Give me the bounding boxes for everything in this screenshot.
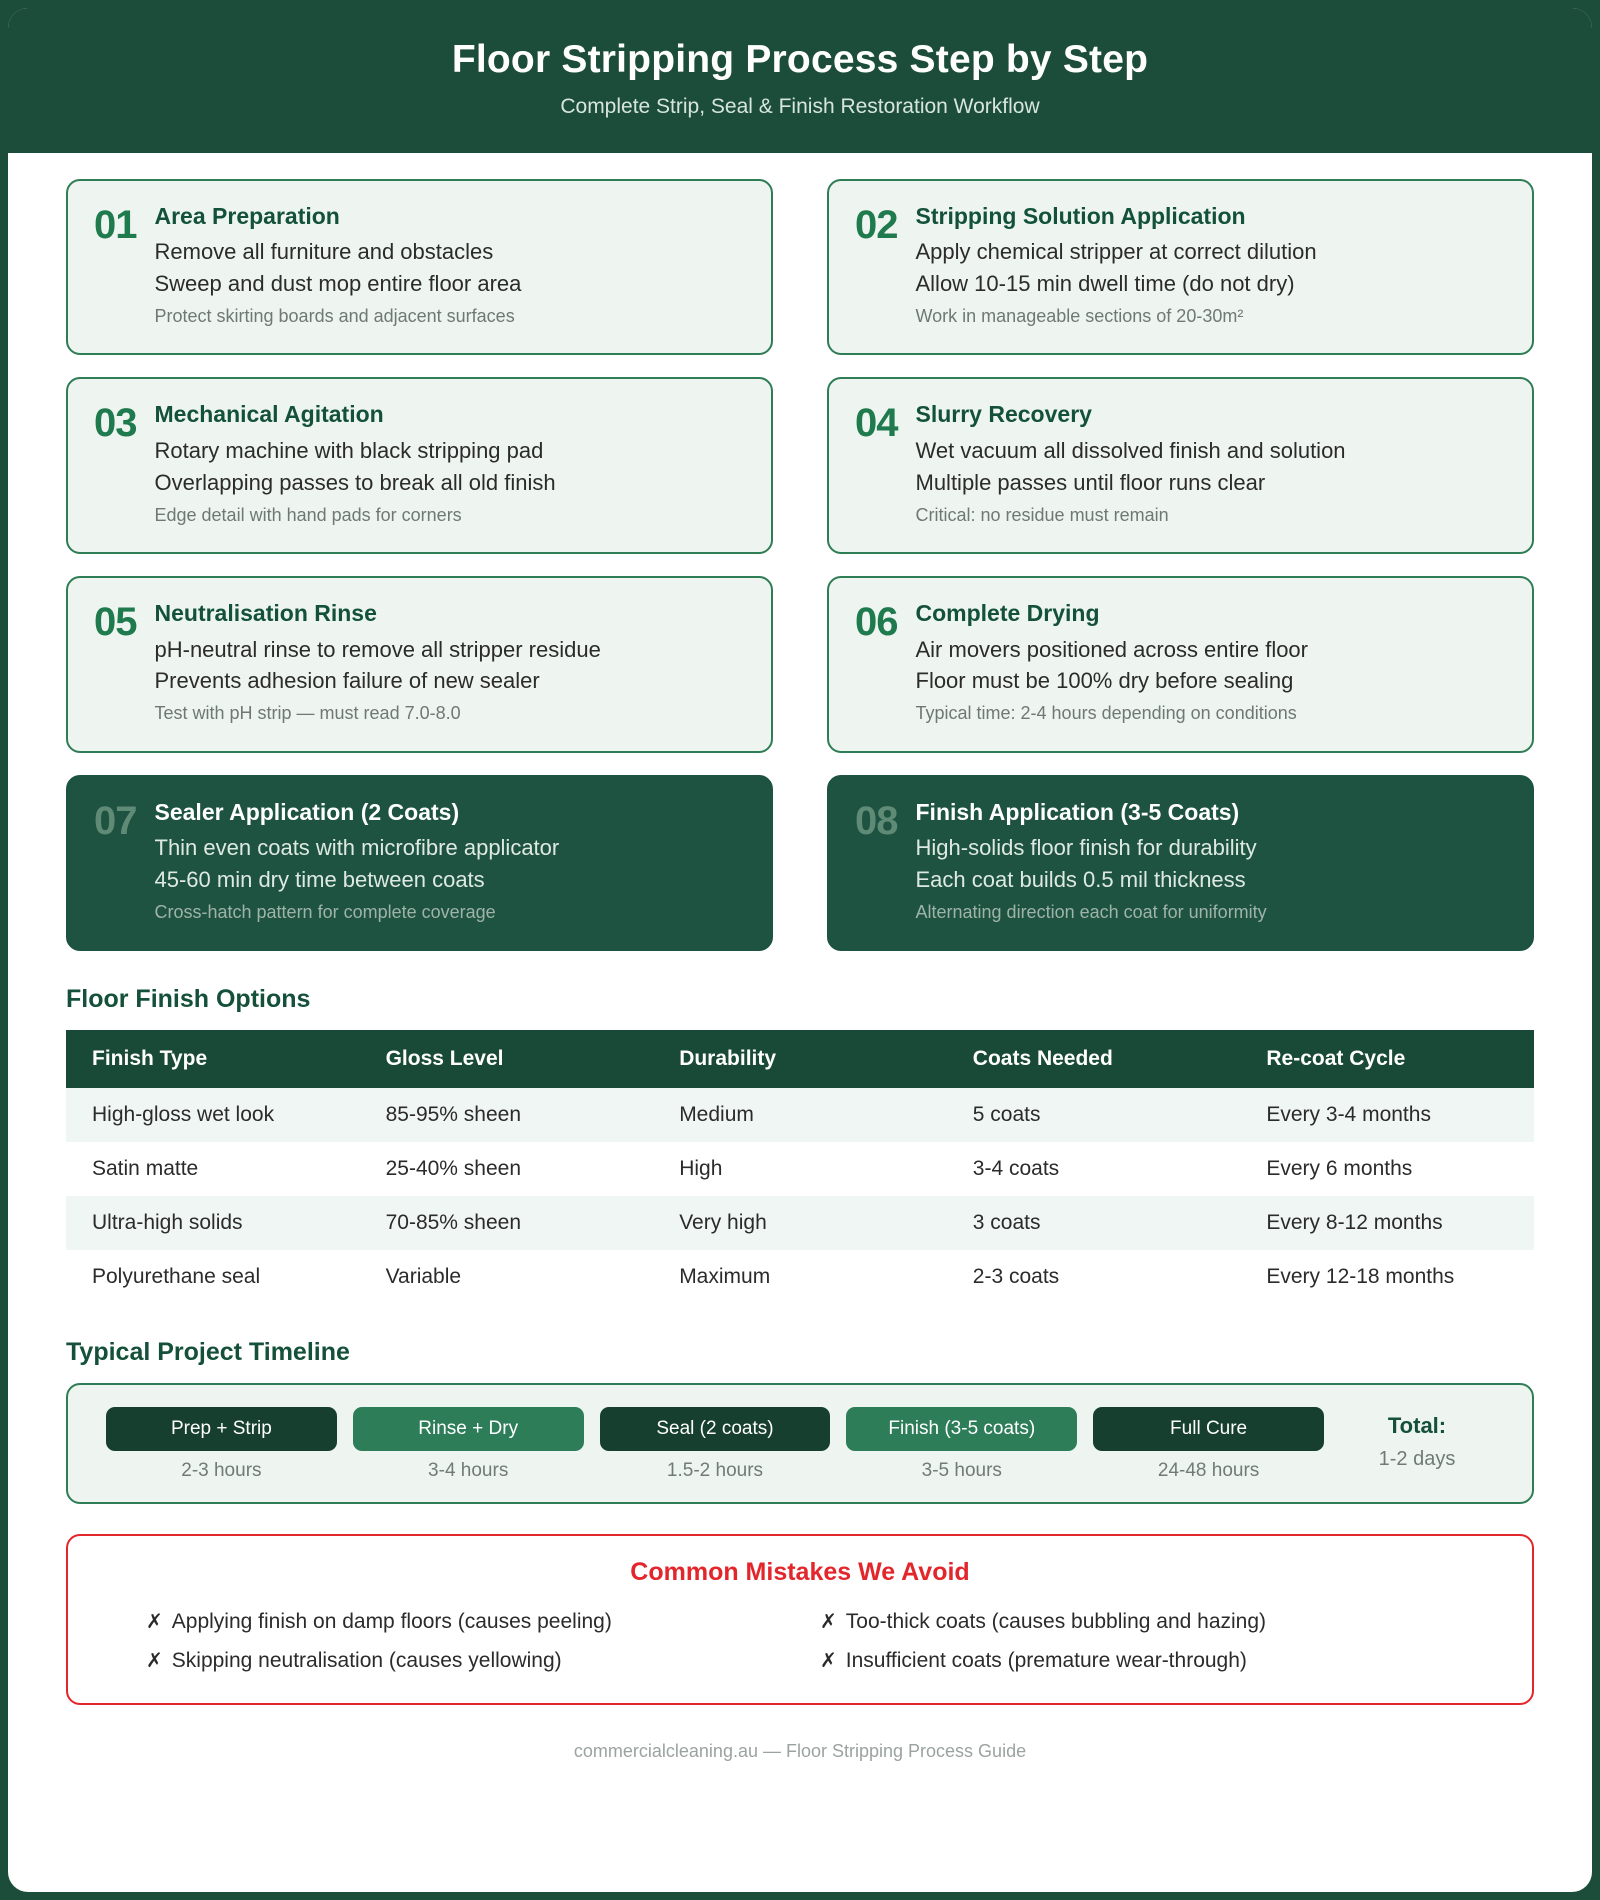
header-banner — [8, 8, 1592, 153]
mistake-item — [146, 1648, 780, 1673]
step-card-07 — [66, 775, 773, 952]
step-body — [155, 799, 746, 926]
step-line-2: Overlapping passes to break all old finish — [154, 469, 556, 495]
table-cell: Every 12-18 months — [1266, 1265, 1455, 1289]
timeline-stage-chip: Rinse + Dry — [353, 1407, 584, 1451]
timeline-total-label: Total: — [1387, 1413, 1447, 1439]
finish-options-heading: Floor Finish Options — [66, 985, 311, 1014]
steps-grid — [66, 179, 1534, 951]
step-title: Finish Application (3-5 Coats) — [915, 798, 1240, 825]
timeline-stage-duration: 3-5 hours — [921, 1460, 1002, 1482]
step-title: Stripping Solution Application — [915, 202, 1246, 229]
step-note: Typical time: 2-4 hours depending on conditions — [915, 703, 1297, 724]
footer-credit: commercialcleaning.au — Floor Stripping Process Guide — [573, 1741, 1027, 1762]
step-number: 05 — [94, 599, 137, 644]
table-cell: 85-95% sheen — [385, 1103, 522, 1127]
step-card-04 — [827, 377, 1534, 554]
cross-icon: ✗ — [146, 1611, 163, 1634]
step-note: Test with pH strip — must read 7.0-8.0 — [154, 703, 461, 724]
step-note: Protect skirting boards and adjacent surfaces — [154, 306, 515, 327]
common-mistakes-title: Common Mistakes We Avoid — [630, 1558, 970, 1587]
step-body — [155, 600, 746, 727]
column-header: Durability — [653, 1030, 947, 1088]
step-line-1: Air movers positioned across entire floor — [915, 636, 1308, 662]
step-body — [916, 600, 1507, 727]
table-cell: 2-3 coats — [972, 1265, 1060, 1289]
step-body — [916, 203, 1507, 330]
step-title: Neutralisation Rinse — [154, 599, 377, 626]
step-title: Complete Drying — [915, 599, 1100, 626]
step-note: Critical: no residue must remain — [915, 504, 1169, 525]
page-title: Floor Stripping Process Step by Step — [451, 38, 1149, 81]
step-line-1: Remove all furniture and obstacles — [154, 239, 494, 265]
table-cell: Very high — [679, 1211, 767, 1235]
step-number: 06 — [855, 599, 898, 644]
table-cell: Every 3-4 months — [1266, 1103, 1431, 1127]
table-cell: Maximum — [679, 1265, 771, 1289]
timeline-stage — [98, 1407, 345, 1482]
step-title: Mechanical Agitation — [154, 401, 384, 428]
table-cell: Satin matte — [92, 1157, 199, 1181]
step-note: Alternating direction each coat for uniformity — [915, 901, 1267, 922]
step-body — [155, 203, 746, 330]
step-line-1: Rotary machine with black stripping pad — [154, 438, 544, 463]
timeline-stage — [345, 1407, 592, 1482]
timeline-stage — [838, 1407, 1085, 1482]
step-card-05 — [66, 576, 773, 753]
step-line-2: Prevents adhesion failure of new sealer — [154, 668, 540, 694]
step-line-1: pH-neutral rinse to remove all stripper residue — [154, 636, 601, 662]
table-cell: 25-40% sheen — [385, 1157, 522, 1181]
timeline-items — [98, 1407, 1332, 1482]
step-line-2: Allow 10-15 min dwell time (do not dry) — [915, 271, 1295, 297]
timeline-total-value: 1-2 days — [1378, 1448, 1456, 1471]
step-number: 08 — [855, 798, 898, 843]
table-row — [66, 1196, 1534, 1250]
step-line-2: Floor must be 100% dry before sealing — [915, 668, 1294, 694]
timeline-stage — [1085, 1407, 1332, 1482]
table-row — [66, 1142, 1534, 1196]
step-card-02 — [827, 179, 1534, 356]
step-note: Cross-hatch pattern for complete coverage — [154, 901, 496, 922]
timeline-stage-chip: Full Cure — [1093, 1407, 1324, 1451]
mistake-item — [146, 1609, 780, 1634]
step-note: Edge detail with hand pads for corners — [154, 504, 462, 525]
finish-options-table — [66, 1030, 1534, 1304]
page-subtitle: Complete Strip, Seal & Finish Restoration Workflow — [560, 94, 1040, 118]
step-line-1: Apply chemical stripper at correct dilution — [915, 239, 1317, 265]
step-note: Work in manageable sections of 20-30m² — [915, 306, 1244, 327]
table-row — [66, 1088, 1534, 1142]
timeline-stage-duration: 2-3 hours — [181, 1460, 262, 1482]
cross-icon: ✗ — [820, 1611, 837, 1634]
timeline-stage-chip: Seal (2 coats) — [600, 1407, 831, 1451]
timeline-heading: Typical Project Timeline — [66, 1338, 350, 1367]
mistake-item — [820, 1609, 1454, 1634]
step-line-1: High-solids floor finish for durability — [915, 835, 1257, 861]
table-header — [66, 1030, 1534, 1088]
step-number: 01 — [94, 202, 137, 247]
column-header: Re-coat Cycle — [1240, 1030, 1534, 1088]
step-line-1: Wet vacuum all dissolved finish and solution — [915, 438, 1346, 463]
step-card-01 — [66, 179, 773, 356]
cross-icon: ✗ — [820, 1650, 837, 1673]
step-line-2: Sweep and dust mop entire floor area — [154, 271, 522, 297]
step-card-03 — [66, 377, 773, 554]
step-card-06 — [827, 576, 1534, 753]
infographic-sheet — [8, 8, 1592, 1892]
step-title: Area Preparation — [154, 202, 340, 229]
step-body — [916, 799, 1507, 926]
step-line-2: 45-60 min dry time between coats — [154, 867, 485, 893]
cross-icon: ✗ — [146, 1650, 163, 1673]
column-header: Coats Needed — [947, 1030, 1241, 1088]
timeline-stage-chip: Prep + Strip — [106, 1407, 337, 1451]
step-number: 02 — [855, 202, 898, 247]
timeline-panel — [66, 1383, 1534, 1504]
table-cell: Every 8-12 months — [1266, 1211, 1443, 1235]
table-cell: High — [679, 1157, 723, 1181]
table-cell: High-gloss wet look — [92, 1103, 275, 1127]
step-line-2: Each coat builds 0.5 mil thickness — [915, 867, 1246, 893]
step-title: Slurry Recovery — [915, 401, 1092, 428]
column-header: Finish Type — [66, 1030, 360, 1088]
mistake-text: Skipping neutralisation (causes yellowing) — [171, 1649, 562, 1673]
table-cell: Ultra-high solids — [92, 1211, 243, 1235]
step-number: 04 — [855, 401, 898, 446]
common-mistakes-panel — [66, 1534, 1534, 1705]
step-number: 07 — [94, 798, 137, 843]
timeline-stage-duration: 3-4 hours — [428, 1460, 509, 1482]
mistake-item — [820, 1648, 1454, 1673]
step-line-2: Multiple passes until floor runs clear — [915, 469, 1266, 495]
mistake-text: Applying finish on damp floors (causes peeling) — [171, 1610, 612, 1634]
mistake-text: Insufficient coats (premature wear-through) — [845, 1649, 1247, 1673]
step-title: Sealer Application (2 Coats) — [154, 798, 460, 825]
step-body — [916, 401, 1507, 528]
table-row — [66, 1250, 1534, 1304]
table-body — [66, 1088, 1534, 1304]
timeline-total — [1332, 1407, 1502, 1471]
timeline-stage-duration: 24-48 hours — [1157, 1460, 1260, 1482]
step-body — [155, 401, 746, 528]
mistake-text: Too-thick coats (causes bubbling and hazing) — [845, 1610, 1267, 1634]
table-cell: Variable — [385, 1265, 462, 1289]
timeline-stage-duration: 1.5-2 hours — [666, 1460, 764, 1482]
table-cell: 3-4 coats — [972, 1157, 1060, 1181]
column-header: Gloss Level — [360, 1030, 654, 1088]
table-cell: Every 6 months — [1266, 1157, 1413, 1181]
table-cell: 70-85% sheen — [385, 1211, 522, 1235]
table-header-row — [66, 1030, 1534, 1088]
table-cell: 5 coats — [972, 1103, 1041, 1127]
timeline-stage — [592, 1407, 839, 1482]
table-cell: 3 coats — [972, 1211, 1041, 1235]
content-body — [8, 153, 1592, 1892]
timeline-stage-chip: Finish (3-5 coats) — [846, 1407, 1077, 1451]
table-cell: Medium — [679, 1103, 754, 1127]
step-number: 03 — [94, 401, 137, 446]
step-line-1: Thin even coats with microfibre applicator — [154, 835, 560, 861]
common-mistakes-grid — [98, 1609, 1502, 1673]
table-cell: Polyurethane seal — [92, 1265, 261, 1289]
step-card-08 — [827, 775, 1534, 952]
